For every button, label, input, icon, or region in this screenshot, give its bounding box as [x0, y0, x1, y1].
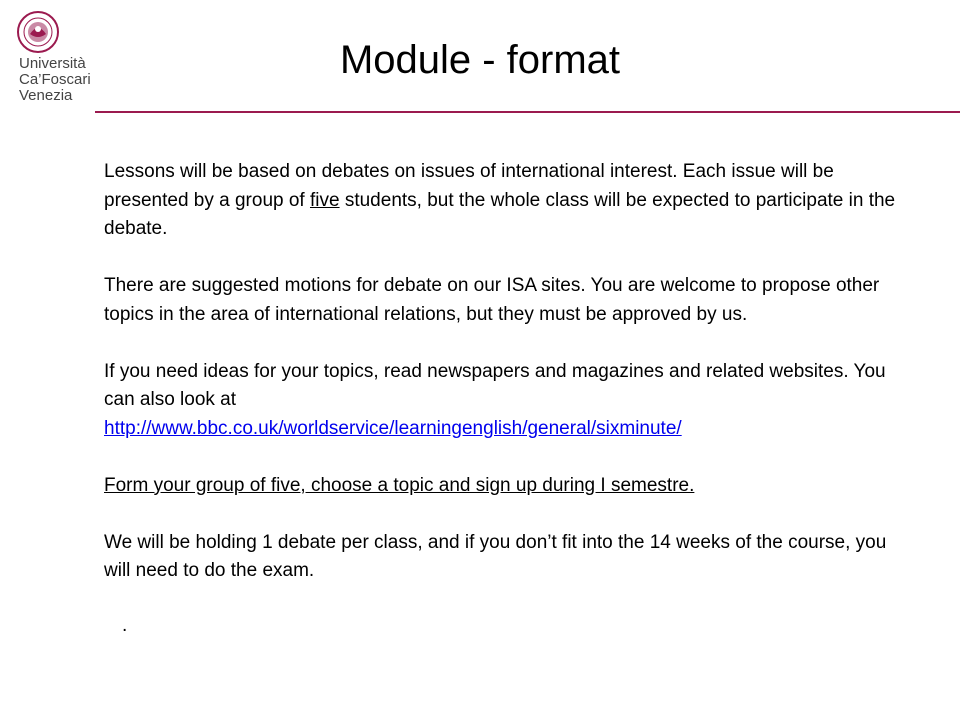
paragraph-ideas-text: If you need ideas for your topics, read newspapers and magazines and related websites. You can also look at — [104, 360, 886, 410]
footnote-dot: . — [122, 615, 128, 636]
slide-body — [104, 158, 916, 614]
logo-line-3: Venezia — [19, 87, 73, 104]
paragraph-motions: There are suggested motions for debate on our ISA sites. You are welcome to propose other topics in the area of international relations, but they must be approved by us. — [104, 275, 880, 325]
paragraph-lessons-text-b: students, but the whole class will be expected to participate in the debate. — [104, 189, 896, 239]
emphasis-five: five — [309, 189, 340, 211]
paragraph-ideas — [104, 358, 916, 444]
paragraph-schedule: We will be holding 1 debate per class, and if you don’t fit into the 14 weeks of the course, you will need to do the exam. — [104, 531, 887, 581]
bbc-link[interactable]: http://www.bbc.co.uk/worldservice/learningenglish/general/sixminute/ — [104, 417, 682, 439]
title-divider — [95, 111, 960, 113]
paragraph-lessons-text-a: Lessons will be based on debates on issues of international interest. Each issue will be presented by a group of — [104, 161, 834, 211]
paragraph-lessons — [104, 158, 916, 244]
paragraph-signup: Form your group of five, choose a topic and sign up during I semestre. — [104, 474, 695, 496]
slide-title: Module - format — [339, 38, 621, 82]
logo-line-2: Ca’Foscari — [19, 71, 91, 88]
logo-line-1: Università — [19, 55, 86, 72]
